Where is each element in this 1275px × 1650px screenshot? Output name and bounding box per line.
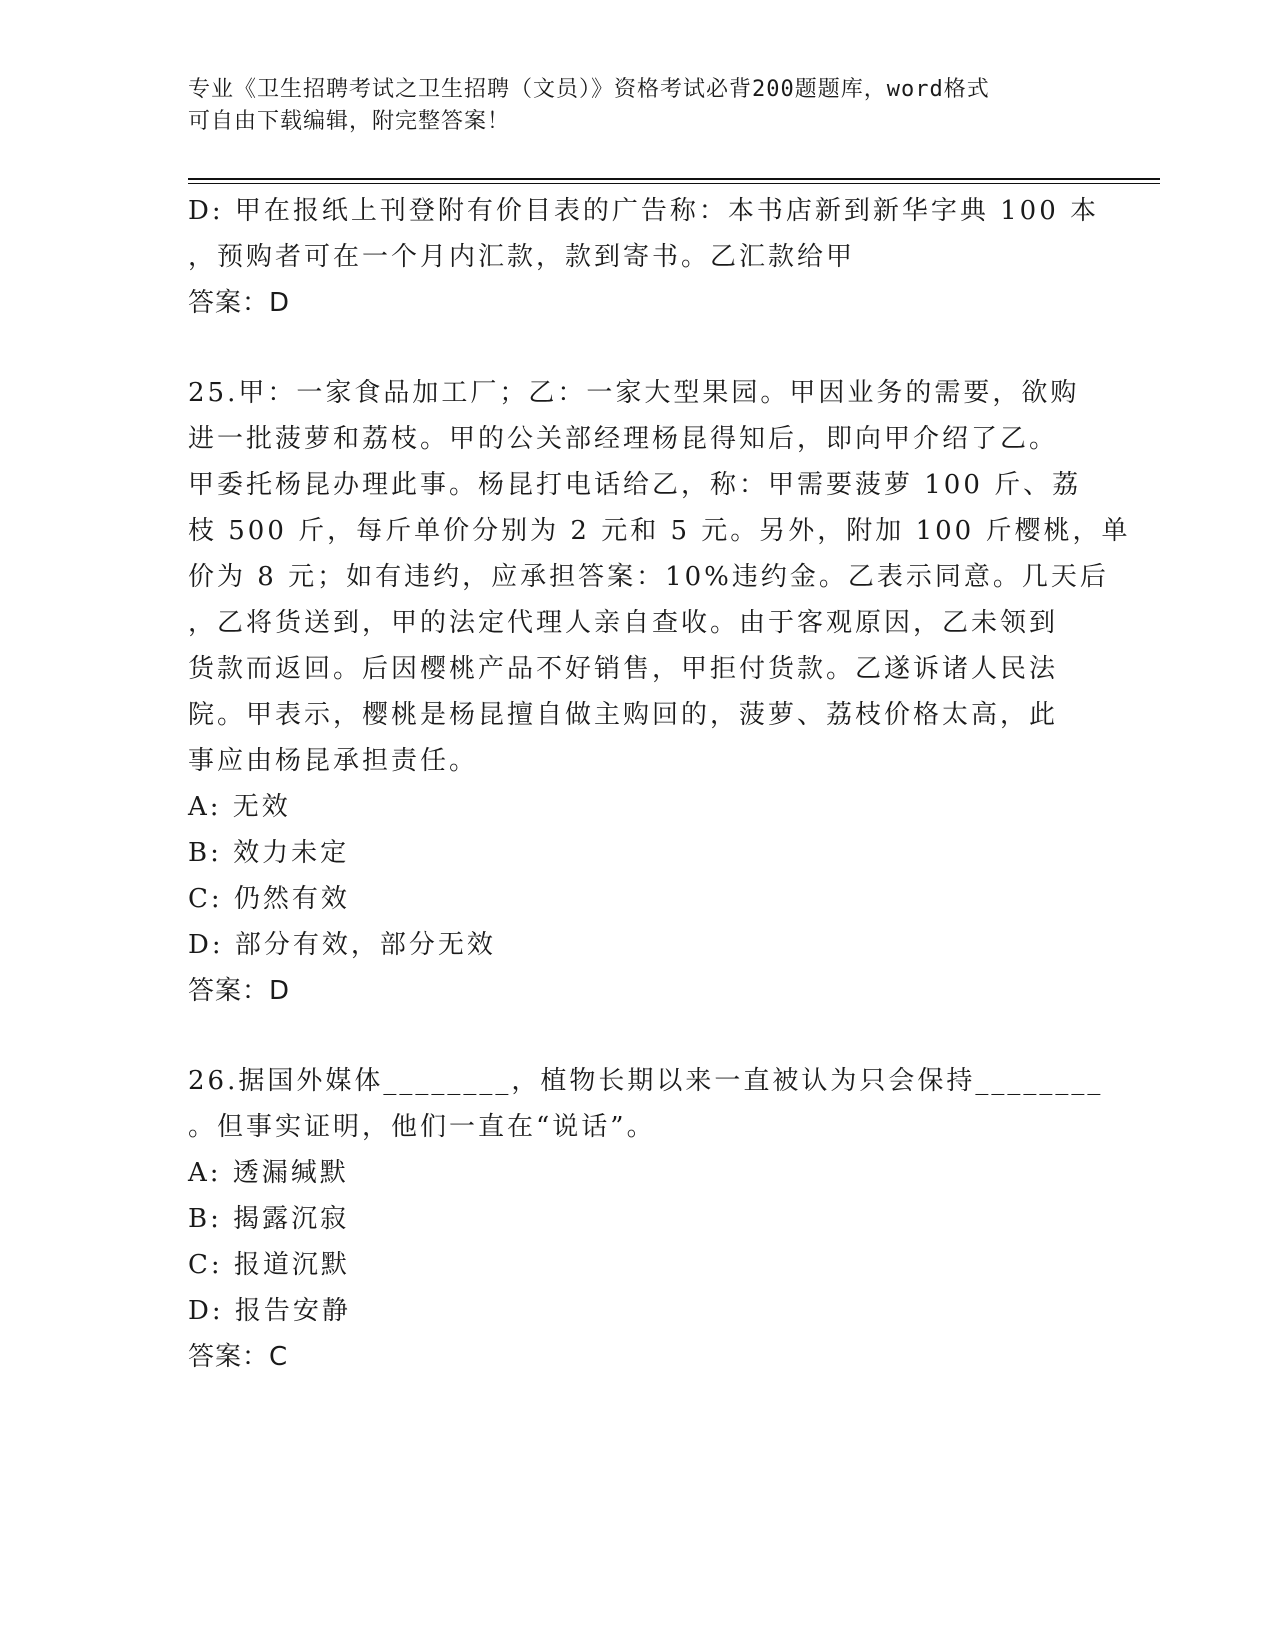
answer-label: 答案：D [188,288,291,318]
question-25-block [188,370,1131,1014]
option-b: B: 揭露沉寂 [188,1204,350,1234]
option-d-line-2: ，预购者可在一个月内汇款，款到寄书。乙汇款给甲 [188,242,856,272]
question-stem-line: ，乙将货送到，甲的法定代理人亲自查收。由于客观原因，乙未领到 [188,608,1059,638]
option-d-line-1: D: 甲在报纸上刊登附有价目表的广告称：本书店新到新华字典 100 本 [188,196,1100,226]
answer-label: 答案：D [188,976,291,1006]
option-d: D: 部分有效，部分无效 [188,930,496,960]
question-stem-line: 货款而返回。后因樱桃产品不好销售，甲拒付货款。乙遂诉诸人民法 [188,654,1059,684]
question-stem-line: 枝 500 斤，每斤单价分别为 2 元和 5 元。另外，附加 100 斤樱桃，单 [188,516,1131,546]
option-c: C: 报道沉默 [188,1250,350,1280]
question-stem-line: 进一批菠萝和荔枝。甲的公关部经理杨昆得知后，即向甲介绍了乙。 [188,424,1059,454]
answer-label: 答案：C [188,1342,289,1372]
question-stem-line: 院。甲表示，樱桃是杨昆擅自做主购回的，菠萝、荔枝价格太高，此 [188,700,1059,730]
spacer [188,326,1088,370]
question-stem-line: 25.甲：一家食品加工厂；乙：一家大型果园。甲因业务的需要，欲购 [188,378,1080,408]
question-stem-line: 26.据国外媒体________，植物长期以来一直被认为只会保持________ [188,1066,1104,1096]
question-26-block [188,1058,1104,1380]
option-d: D: 报告安静 [188,1296,351,1326]
document-header [188,74,1088,138]
document-body [188,188,1131,1380]
header-title-line-2: 可自由下载编辑，附完整答案！ [188,109,511,134]
question-stem-line: 事应由杨昆承担责任。 [188,746,479,776]
header-divider-thick [188,178,1160,180]
option-a: A: 透漏缄默 [188,1158,349,1188]
previous-question-block [188,188,1100,326]
option-a: A: 无效 [188,792,291,822]
question-stem-line: 价为 8 元；如有违约，应承担答案：10%违约金。乙表示同意。几天后 [188,562,1109,592]
option-c: C: 仍然有效 [188,884,350,914]
spacer [188,1014,1088,1058]
question-stem-line: 甲委托杨昆办理此事。杨昆打电话给乙，称：甲需要菠萝 100 斤、荔 [188,470,1082,500]
option-b: B: 效力未定 [188,838,350,868]
question-stem-line: 。但事实证明，他们一直在“说话”。 [188,1112,656,1142]
header-title-line-1: 专业《卫生招聘考试之卫生招聘（文员）》资格考试必背200题题库，word格式 [188,77,990,102]
header-divider-thin [188,183,1160,184]
